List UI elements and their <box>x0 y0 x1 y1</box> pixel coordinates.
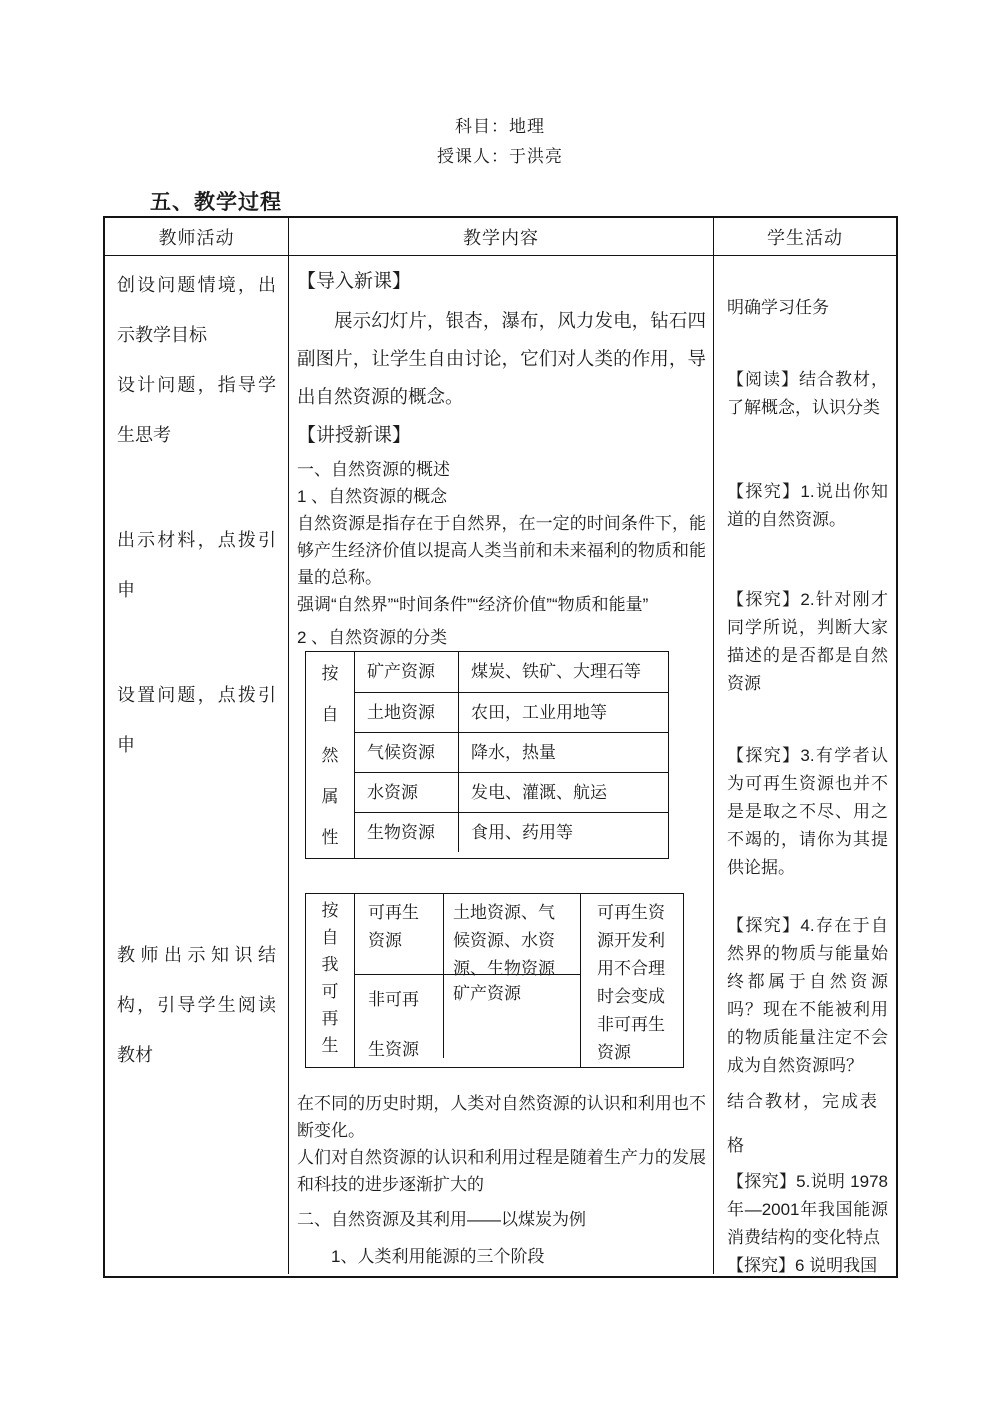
resource-example: 农田，工业用地等 <box>471 703 607 722</box>
student-activity-4: 【探究】2.针对刚才同学所说，判断大家描述的是否都是自然资源 <box>727 590 888 693</box>
student-activity-7: 结合教材，完成表格 <box>727 1092 877 1155</box>
concept-definition: 自然资源是指存在于自然界，在一定的时间条件下，能够产生经济价值以提高人类当前和未来福利的物质和能量的总称。 <box>297 514 706 587</box>
resource-type: 可再生资源 <box>355 894 444 974</box>
section-2-1-title: 1、人类利用能源的三个阶段 <box>331 1247 545 1266</box>
table-row <box>355 974 580 1058</box>
resource-type: 气候资源 <box>355 733 459 772</box>
resource-example: 煤炭、铁矿、大理石等 <box>471 662 641 681</box>
student-activity-5: 【探究】3.有学者认为可再生资源也并不是是取之不尽、用之不竭的，请你为其提供论据。 <box>727 746 888 877</box>
resource-example: 发电、灌溉、航运 <box>471 783 607 802</box>
intro-lesson-text: 展示幻灯片，银杏，瀑布，风力发电，钻石四副图片，让学生自由讨论，它们对人类的作用，导出自然资源的概念。 <box>297 310 706 407</box>
renew-table-note: 可再生资源开发利用不合理时会变成非可再生资源 <box>597 903 665 1062</box>
resource-type: 生物资源 <box>355 813 459 852</box>
teach-lesson-header: 【讲授新课】 <box>297 425 412 446</box>
history-paragraph-2: 人们对自然资源的认识和利用过程是随着生产力的发展和科技的进步逐渐扩大的 <box>297 1148 706 1194</box>
table-header-row <box>105 218 896 256</box>
resource-example: 矿产资源 <box>453 984 521 1003</box>
teacher-activity-3: 出示材料，点拨引申 <box>117 530 276 600</box>
table-row <box>355 652 668 692</box>
student-activity-6: 【探究】4.存在于自然界的物质与能量始终都属于自然资源吗？现在不能被利用的物质能量注定不会成为自然资源吗？ <box>727 916 888 1075</box>
resource-type: 水资源 <box>355 773 459 812</box>
instructor-line: 授课人：于洪亮 <box>437 147 563 166</box>
resource-type: 土地资源 <box>355 693 459 732</box>
section-2-title: 二、自然资源及其利用——以煤炭为例 <box>297 1210 586 1229</box>
history-paragraph-1: 在不同的历史时期，人类对自然资源的认识和利用也不断变化。 <box>297 1094 706 1140</box>
table-row <box>355 812 668 852</box>
table-row <box>355 732 668 772</box>
table-body-row <box>105 256 896 1274</box>
student-activity-cell <box>714 256 896 1274</box>
col-header-teacher-activity: 教师活动 <box>105 218 289 255</box>
emphasis-note: 强调“自然界”“时间条件”“经济价值”“物质和能量” <box>297 595 649 614</box>
renew-table-rows <box>355 894 581 1067</box>
resource-example: 土地资源、气候资源、水资源、生物资源 <box>453 903 555 978</box>
renew-table-axis-label: 按自我可再生 <box>306 894 355 1067</box>
document-meta <box>0 0 1000 172</box>
student-activity-9: 【探究】6 说明我国 <box>727 1256 878 1274</box>
teacher-activity-1: 创设问题情境，出示教学目标 <box>117 275 276 345</box>
intro-lesson-header: 【导入新课】 <box>297 271 412 292</box>
teacher-activity-5: 教师出示知识结构，引导学生阅读教材 <box>117 945 276 1065</box>
section-1-1-title: 1 、自然资源的概念 <box>297 487 448 506</box>
teaching-content-cell <box>289 256 714 1274</box>
student-activity-2: 【阅读】结合教材，了解概念，认识分类 <box>727 370 888 417</box>
nature-table-axis-label: 按自然属性 <box>306 652 355 858</box>
section-1-2-title: 2 、自然资源的分类 <box>297 628 448 647</box>
section-1-title: 一、自然资源的概述 <box>297 460 450 479</box>
teacher-activity-4: 设置问题，点拨引申 <box>117 685 276 755</box>
section-heading: 五、教学过程 <box>150 191 282 214</box>
col-header-student-activity: 学生活动 <box>767 227 843 248</box>
table-row <box>355 894 580 978</box>
subject-line: 科目：地理 <box>455 117 545 136</box>
nature-table-rows <box>355 652 668 858</box>
resource-type: 非可再生资源 <box>355 975 444 1058</box>
student-activity-1: 明确学习任务 <box>727 298 829 317</box>
table-row <box>355 692 668 732</box>
table-row <box>355 772 668 812</box>
resource-example: 食用、药用等 <box>471 823 573 842</box>
resource-type: 矿产资源 <box>355 652 459 692</box>
student-activity-8: 【探究】5.说明 1978年—2001年我国能源消费结构的变化特点 <box>727 1172 888 1247</box>
lesson-plan-table <box>103 216 898 1278</box>
teacher-activity-2: 设计问题，指导学生思考 <box>117 375 276 445</box>
renewability-table <box>305 893 684 1068</box>
teacher-activity-cell <box>105 256 289 1274</box>
nature-attribute-table <box>305 651 669 859</box>
col-header-teaching-content: 教学内容 <box>289 218 714 255</box>
resource-example: 降水，热量 <box>471 743 556 762</box>
student-activity-3: 【探究】1.说出你知道的自然资源。 <box>727 482 888 529</box>
